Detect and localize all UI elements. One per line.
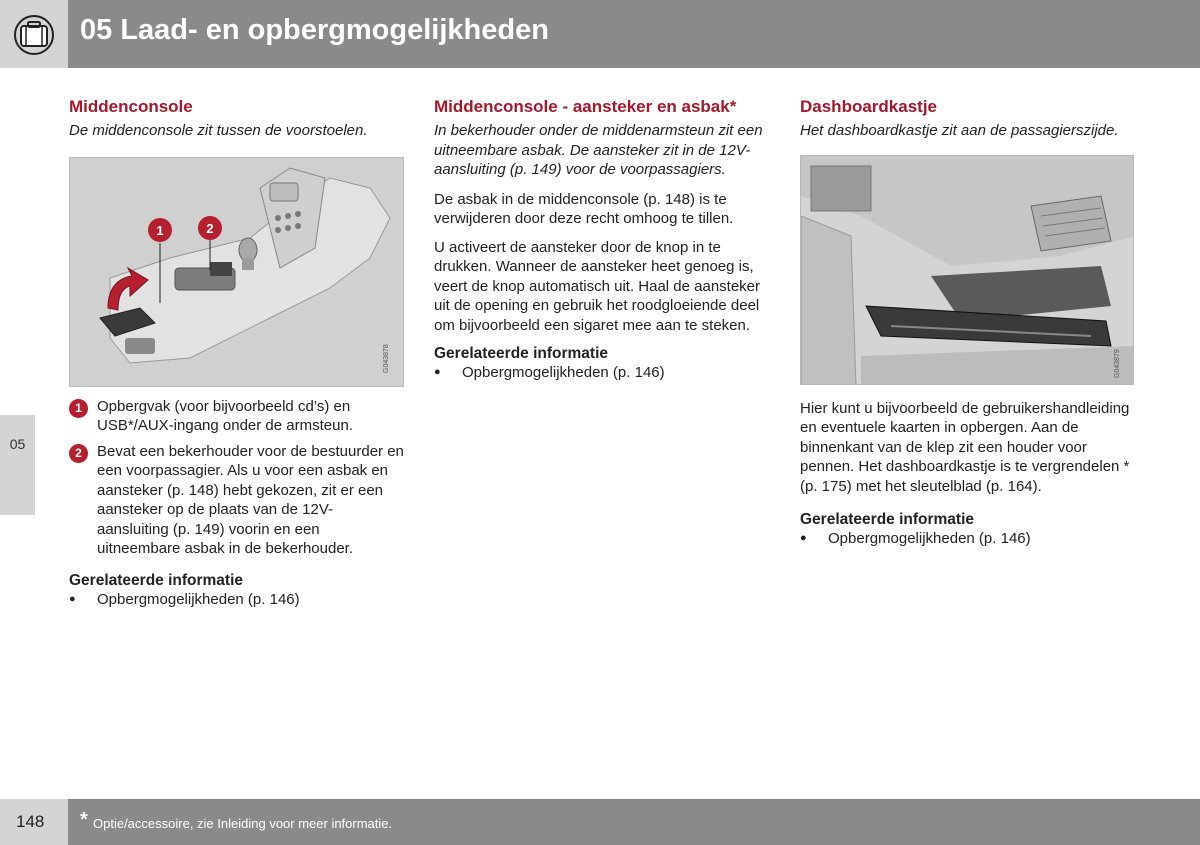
list-item-text: Opbergvak (voor bijvoorbeeld cd’s) en USB*/AUX-ingang onder de armsteun. (97, 397, 353, 434)
callout-2: 2 (206, 220, 214, 236)
section-heading: Middenconsole - aansteker en asbak* (434, 97, 737, 116)
related-link[interactable]: ● Opbergmogelijkheden (p. 146) (800, 529, 1140, 549)
list-item (69, 442, 404, 559)
numbered-list (69, 397, 404, 559)
footnote-star: * (80, 809, 88, 831)
section-heading: Dashboardkastje (800, 97, 937, 116)
list-item-text: Bevat een bekerhouder voor de bestuurder en een voorpassagier. Als u voor een asbak en aansteker (p. 148) hebt gekozen, zit er een aansteker op de plaats van de 12V-aansluiting (p. 149) voorin en een uitneembare asbak in de bekerhouder. (97, 442, 404, 557)
center-console-drawing (70, 158, 404, 387)
center-console-illustration (69, 157, 404, 387)
callout-1: 1 (156, 222, 164, 238)
section-intro: Het dashboardkastje zit aan de passagierszijde. (800, 122, 1119, 139)
figure-code: G043878 (383, 343, 390, 373)
column-middenconsole (69, 92, 404, 609)
number-badge: 1 (69, 399, 88, 418)
glovebox-illustration (800, 155, 1134, 385)
body-paragraph: De asbak in de middenconsole (p. 148) is te verwijderen door deze recht omhoog te tillen. (434, 190, 734, 227)
list-item (69, 397, 404, 436)
glovebox-drawing (801, 156, 1134, 385)
column-aansteker-asbak (434, 92, 774, 383)
footnote-text: Optie/accessoire, zie Inleiding voor meer informatie. (93, 816, 393, 831)
number-badge: 2 (69, 444, 88, 463)
page-title: 05 Laad- en opbergmogelijkheden (80, 14, 549, 46)
related-link[interactable]: ● Opbergmogelijkheden (p. 146) (69, 590, 404, 610)
section-intro: De middenconsole zit tussen de voorstoelen. (69, 122, 368, 139)
section-heading: Middenconsole (69, 97, 193, 116)
luggage-icon (12, 14, 56, 56)
figure-code: G043879 (1114, 348, 1121, 378)
body-paragraph: U activeert de aansteker door de knop in te drukken. Wanneer de aansteker heet genoeg is, veert de knop automatisch uit. Haal de aansteker uit de opening en gebruik het roodgloeiende deel om bijvoorbeeld een sigaret mee aan te steken. (434, 238, 761, 334)
page-number: 148 (16, 812, 45, 831)
section-intro: In bekerhouder onder de middenarmsteun zit een uitneembare asbak. De aansteker zit in de 12V-aansluiting (p. 149) voor de voorpassagiers. (434, 122, 763, 178)
related-heading: Gerelateerde informatie (800, 511, 975, 528)
chapter-tab-label: 05 (9, 436, 26, 452)
related-link[interactable]: ● Opbergmogelijkheden (p. 146) (434, 363, 774, 383)
chapter-tab (0, 415, 35, 515)
column-dashboardkastje (800, 92, 1140, 549)
related-heading: Gerelateerde informatie (69, 571, 244, 589)
related-heading: Gerelateerde informatie (434, 345, 609, 362)
body-paragraph: Hier kunt u bijvoorbeeld de gebruikershandleiding en eventuele kaarten in opbergen. Aan de binnenkant van de klep zit een houder voor pennen. Het dashboardkastje is te vergrendelen * (p. 175) met het sleutelblad (p. 164). (800, 399, 1130, 495)
